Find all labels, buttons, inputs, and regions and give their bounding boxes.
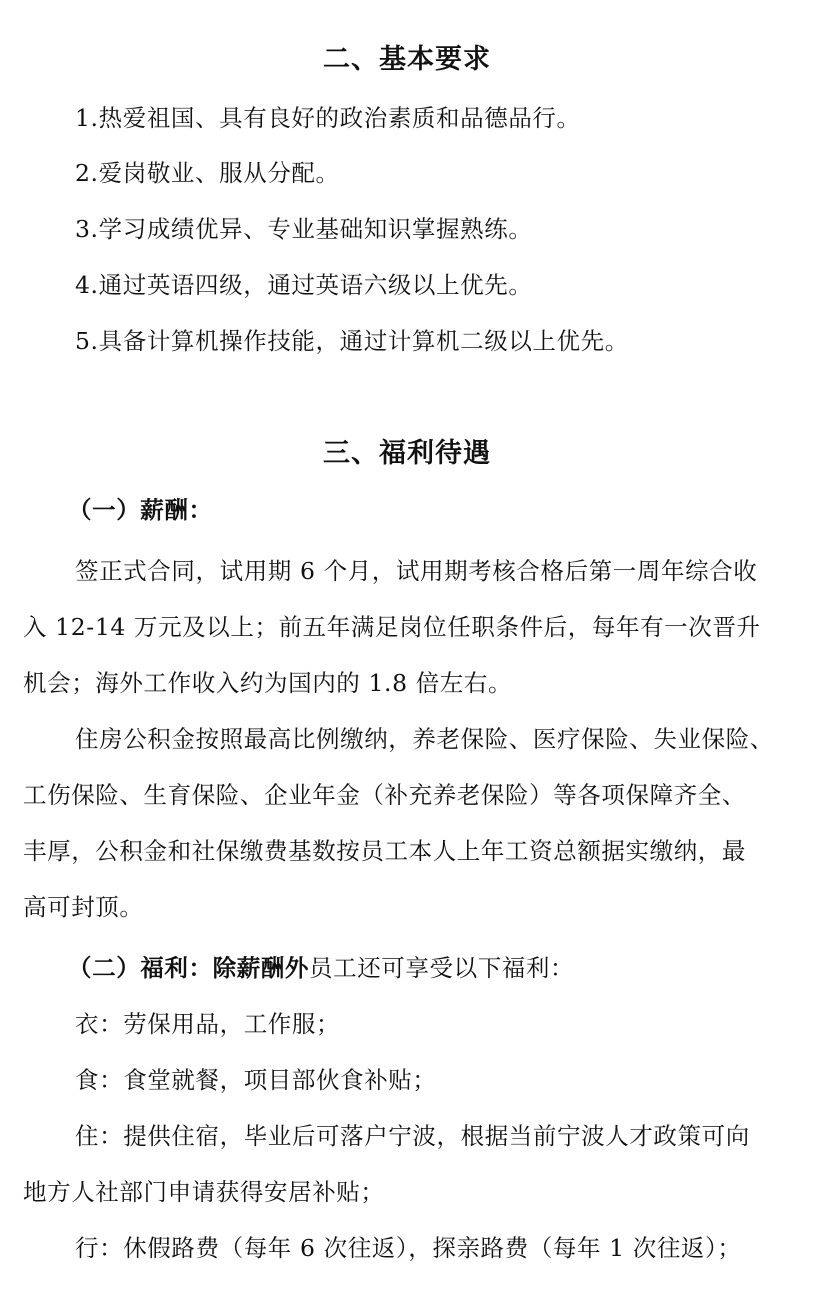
requirement-item-2: 2.爱岗敬业、服从分配。 <box>75 159 340 187</box>
section-heading-requirements: 二、基本要求 <box>323 44 491 75</box>
section-heading-benefits: 三、福利待遇 <box>323 438 491 469</box>
salary-paragraph-2-line-4: 高可封顶。 <box>23 893 144 921</box>
welfare-subheading-rest: 员工还可享受以下福利： <box>309 954 575 982</box>
salary-paragraph-1-line-3: 机会；海外工作收入约为国内的 1.8 倍左右。 <box>23 669 513 697</box>
subheading-salary: （一）薪酬： <box>68 496 213 524</box>
salary-paragraph-2-line-2: 工伤保险、生育保险、企业年金（补充养老保险）等各项保障齐全、 <box>23 781 746 809</box>
welfare-food: 食：食堂就餐，项目部伙食补贴； <box>75 1066 437 1094</box>
welfare-housing-line-2: 地方人社部门申请获得安居补贴； <box>23 1178 385 1206</box>
requirement-item-3: 3.学习成绩优异、专业基础知识掌握熟练。 <box>75 215 533 243</box>
welfare-clothing: 衣：劳保用品，工作服； <box>75 1010 341 1038</box>
subheading-welfare <box>68 951 574 985</box>
requirement-item-5: 5.具备计算机操作技能，通过计算机二级以上优先。 <box>75 327 629 355</box>
salary-paragraph-1-line-2: 入 12-14 万元及以上；前五年满足岗位任职条件后，每年有一次晋升 <box>23 613 761 641</box>
salary-paragraph-2-line-3: 丰厚，公积金和社保缴费基数按员工本人上年工资总额据实缴纳，最 <box>23 837 746 865</box>
requirement-item-1: 1.热爱祖国、具有良好的政治素质和品德品行。 <box>75 104 581 132</box>
requirement-item-4: 4.通过英语四级，通过英语六级以上优先。 <box>75 271 533 299</box>
welfare-housing-line-1: 住：提供住宿，毕业后可落户宁波，根据当前宁波人才政策可向 <box>75 1122 750 1150</box>
salary-paragraph-2-line-1: 住房公积金按照最高比例缴纳，养老保险、医疗保险、失业保险、 <box>75 725 774 753</box>
salary-paragraph-1-line-1: 签正式合同，试用期 6 个月，试用期考核合格后第一周年综合收 <box>75 557 758 585</box>
welfare-subheading-bold: （二）福利：除薪酬外 <box>68 954 309 982</box>
welfare-travel: 行：休假路费（每年 6 次往返），探亲路费（每年 1 次往返）； <box>75 1234 742 1262</box>
